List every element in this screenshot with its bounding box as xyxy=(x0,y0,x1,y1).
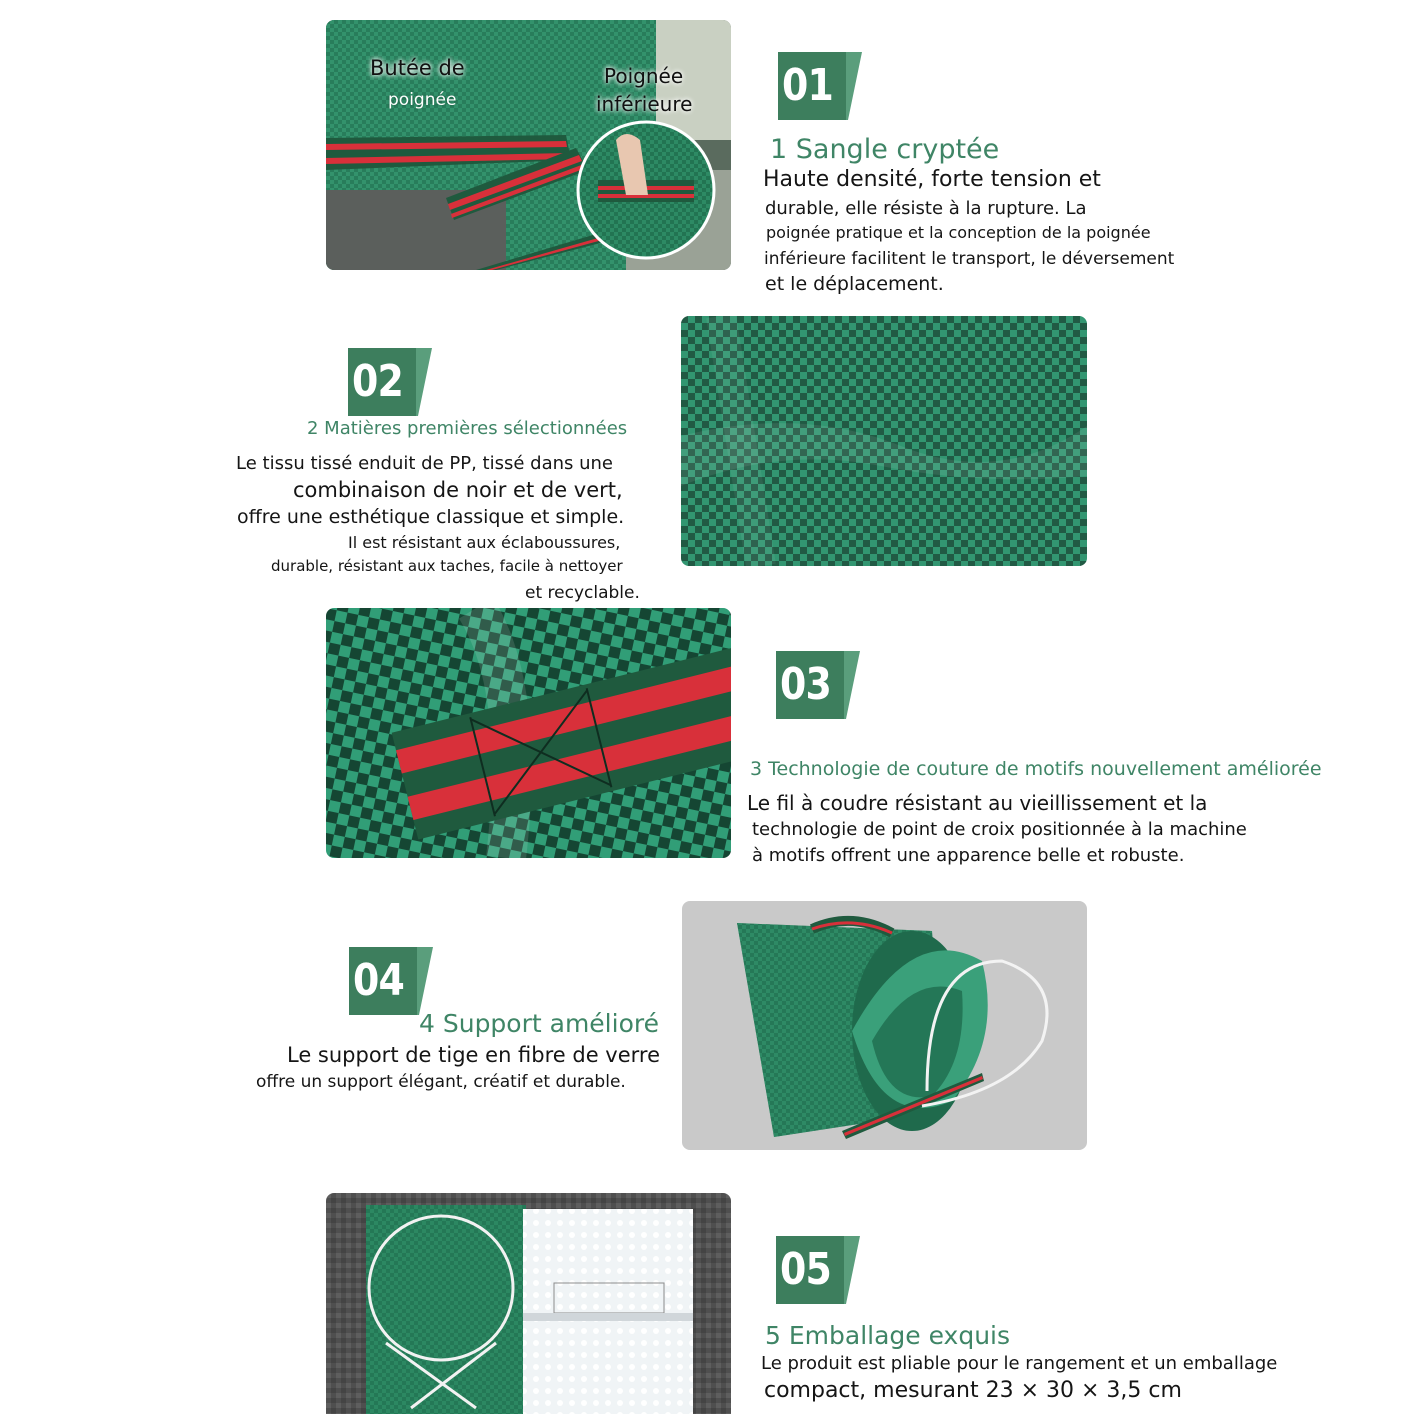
section-title: 3 Technologie de couture de motifs nouvellement améliorée xyxy=(750,758,1322,780)
section-text-line: Le fil à coudre résistant au vieillissement et la xyxy=(747,791,1208,815)
stitched-strap-photo xyxy=(326,608,731,858)
numbered-badge-icon xyxy=(348,348,432,416)
packaging-photo xyxy=(326,1193,731,1414)
section-number: 02 xyxy=(352,356,403,407)
section-text-line: et recyclable. xyxy=(525,583,640,603)
section-text-line: offre une esthétique classique et simple. xyxy=(237,506,625,528)
section-number: 03 xyxy=(780,659,831,710)
fiberglass-support-photo xyxy=(682,901,1087,1150)
section-text-line: durable, elle résiste à la rupture. La xyxy=(765,198,1087,219)
section-text-line: combinaison de noir et de vert, xyxy=(293,478,623,502)
handle-stop-label: Butée de xyxy=(370,56,465,80)
numbered-badge-icon xyxy=(349,947,433,1015)
lower-handle-label-2: inférieure xyxy=(596,92,693,116)
handle-strap-photo xyxy=(326,20,731,270)
section-number: 01 xyxy=(782,60,833,111)
numbered-badge-icon xyxy=(776,1236,860,1304)
section-text-line: Le support de tige en fibre de verre xyxy=(287,1043,661,1067)
section-text-line: et le déplacement. xyxy=(765,273,944,295)
section-text-line: offre un support élégant, créatif et durable. xyxy=(256,1072,626,1092)
section-text-line: technologie de point de croix positionnée à la machine xyxy=(752,819,1247,840)
section-text-line: à motifs offrent une apparence belle et robuste. xyxy=(752,845,1185,866)
section-number: 04 xyxy=(353,955,404,1006)
section-text-line: poignée pratique et la conception de la poignée xyxy=(766,223,1151,242)
section-title: 4 Support amélioré xyxy=(419,1009,659,1038)
numbered-badge-icon xyxy=(776,651,860,719)
lower-handle-label: Poignée xyxy=(604,64,684,88)
section-title: 2 Matières premières sélectionnées xyxy=(307,418,628,439)
section-text-line: compact, mesurant 23 × 30 × 3,5 cm xyxy=(764,1378,1182,1403)
section-title: 1 Sangle cryptée xyxy=(770,134,1000,165)
section-text-line: Le produit est pliable pour le rangement et un emballage xyxy=(761,1353,1278,1374)
section-text-line: Haute densité, forte tension et xyxy=(763,167,1101,192)
handle-stop-label-2: poignée xyxy=(388,90,457,110)
section-number: 05 xyxy=(780,1244,831,1295)
section-text-line: durable, résistant aux taches, facile à nettoyer xyxy=(271,557,623,575)
section-title: 5 Emballage exquis xyxy=(765,1321,1011,1350)
section-text-line: Il est résistant aux éclaboussures, xyxy=(348,533,621,552)
section-text-line: Le tissu tissé enduit de PP, tissé dans une xyxy=(236,453,613,474)
numbered-badge-icon xyxy=(778,52,862,120)
woven-fabric-photo xyxy=(681,316,1087,566)
section-text-line: inférieure facilitent le transport, le déversement xyxy=(764,249,1175,269)
